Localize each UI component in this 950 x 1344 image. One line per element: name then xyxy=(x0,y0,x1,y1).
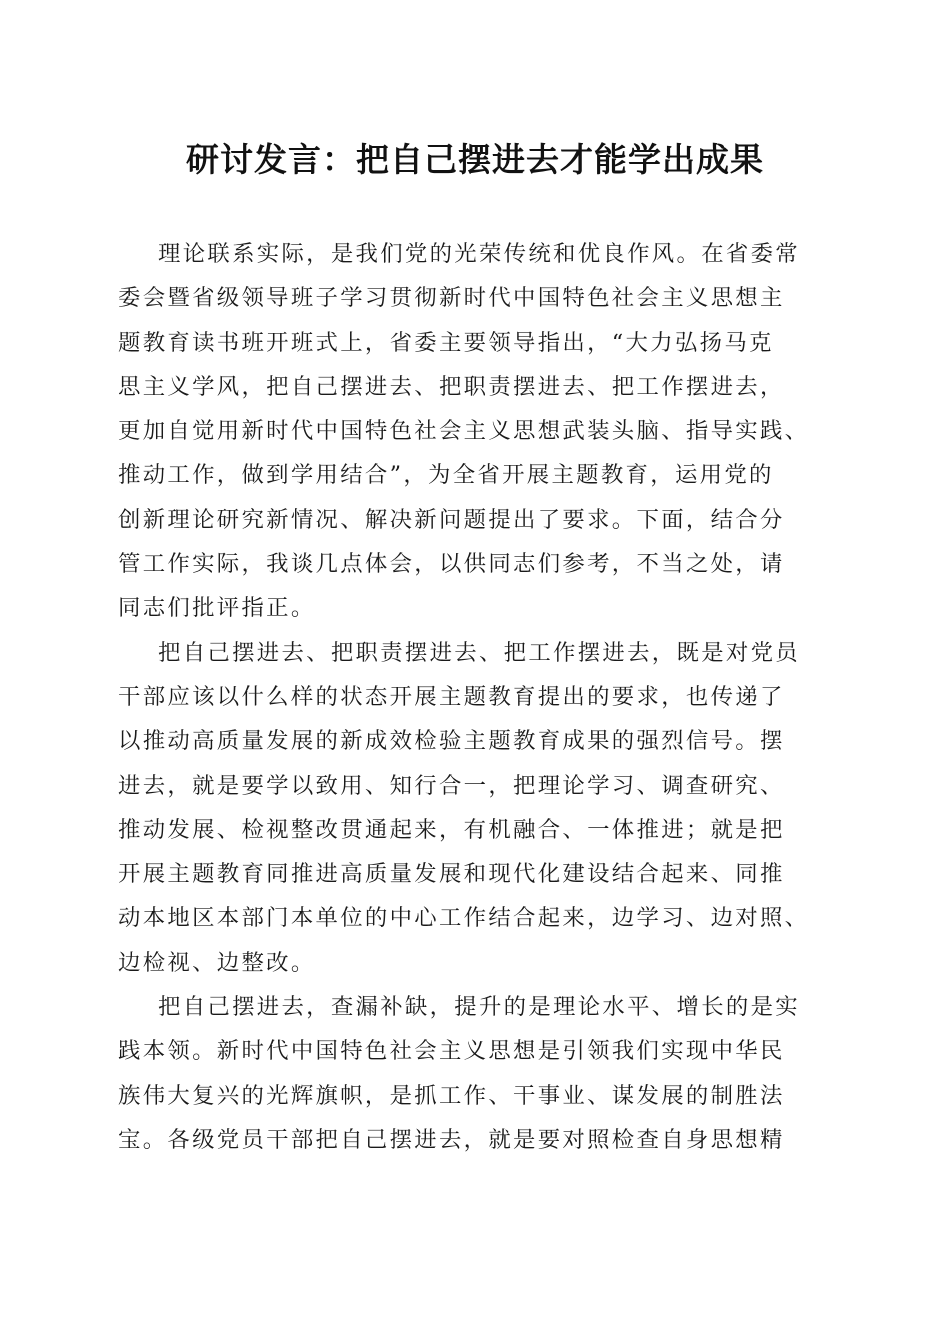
paragraph-line: 把自己摆进去，查漏补缺，提升的是理论水平、增长的是实 xyxy=(158,994,800,1021)
paragraph-line: 创新理论研究新情况、解决新问题提出了要求。下面，结合分 xyxy=(118,506,785,533)
paragraph-line: 把自己摆进去、把职责摆进去、把工作摆进去，既是对党员 xyxy=(158,639,800,666)
paragraph-line: 理论联系实际，是我们党的光荣传统和优良作风。在省委常 xyxy=(158,241,800,267)
paragraph-line: 思主义学风，把自己摆进去、把职责摆进去、把工作摆进去， xyxy=(118,373,785,400)
paragraph-line: 开展主题教育同推进高质量发展和现代化建设结合起来、同推 xyxy=(118,861,785,888)
paragraph-line: 进去，就是要学以致用、知行合一，把理论学习、调查研究、 xyxy=(118,772,785,799)
document-title: 研讨发言：把自己摆进去才能学出成果 xyxy=(186,140,764,179)
paragraph-line: 更加自觉用新时代中国特色社会主义思想武装头脑、指导实践、 xyxy=(118,418,810,445)
paragraph-line: 动本地区本部门本单位的中心工作结合起来，边学习、边对照、 xyxy=(118,905,810,932)
paragraph-line: 推动发展、检视整改贯通起来，有机融合、一体推进；就是把 xyxy=(118,816,785,843)
document-body xyxy=(118,232,838,1162)
paragraph-3 xyxy=(118,985,838,1162)
paragraph-line: 族伟大复兴的光辉旗帜，是抓工作、干事业、谋发展的制胜法 xyxy=(118,1082,785,1109)
paragraph-2 xyxy=(118,631,838,985)
paragraph-line: 干部应该以什么样的状态开展主题教育提出的要求，也传递了 xyxy=(118,683,785,710)
paragraph-line: 宝。各级党员干部把自己摆进去，就是要对照检查自身思想精 xyxy=(118,1126,785,1153)
paragraph-line: 委会暨省级领导班子学习贯彻新时代中国特色社会主义思想主 xyxy=(118,285,785,312)
paragraph-line: 题教育读书班开班式上，省委主要领导指出，“大力弘扬马克 xyxy=(118,329,774,356)
paragraph-line: 以推动高质量发展的新成效检验主题教育成果的强烈信号。摆 xyxy=(118,728,785,755)
paragraph-line: 推动工作，做到学用结合”，为全省开展主题教育，运用党的 xyxy=(118,462,774,489)
paragraph-line: 管工作实际，我谈几点体会，以供同志们参考，不当之处，请 xyxy=(118,551,785,578)
paragraph-line: 践本领。新时代中国特色社会主义思想是引领我们实现中华民 xyxy=(118,1038,785,1065)
paragraph-line: 同志们批评指正。 xyxy=(118,595,316,622)
paragraph-1 xyxy=(118,232,838,631)
paragraph-line: 边检视、边整改。 xyxy=(118,949,316,976)
